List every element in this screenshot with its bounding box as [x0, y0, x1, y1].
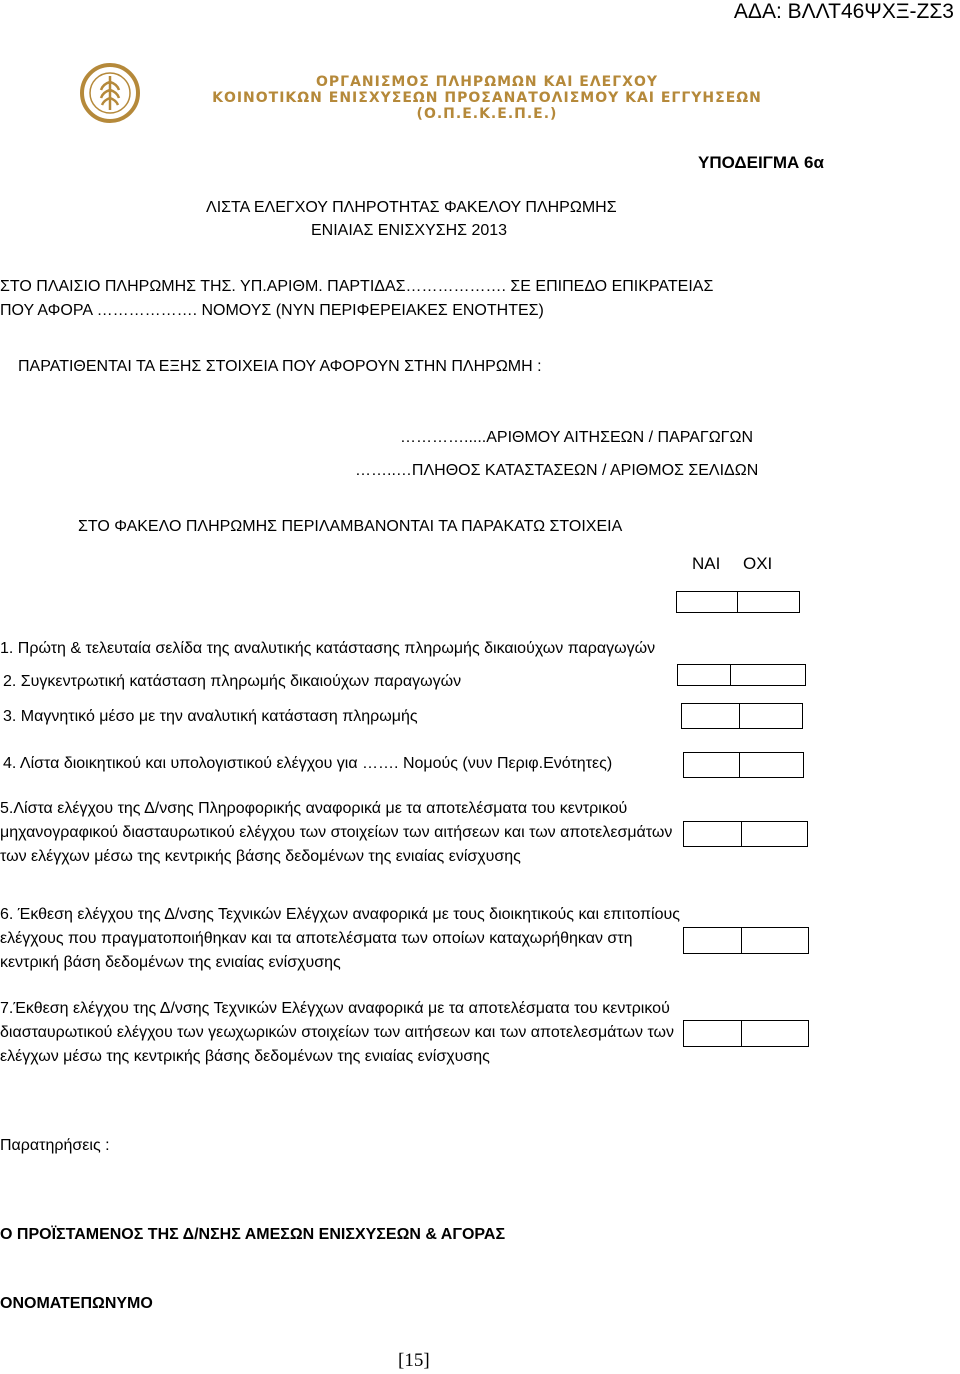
- checklist-item-2: 2. Συγκεντρωτική κατάσταση πληρωμής δικαιούχων παραγωγών: [3, 673, 462, 690]
- folder-heading: ΣΤΟ ΦΑΚΕΛΟ ΠΛΗΡΩΜΗΣ ΠΕΡΙΛΑΜΒΑΝΟΝΤΑΙ ΤΑ ΠΑΡΑΚΑΤΩ ΣΤΟΙΧΕΙΑ: [78, 518, 623, 535]
- checklist-item-5: 5.Λίστα ελέγχου της Δ/νσης Πληροφορικής αναφορικά με τα αποτελέσματα του κεντρικού μηχανογραφικού διασταυρωτικού ελέγχου των στοιχείων των αιτήσεων και των αποτελεσμάτων των ελέγχων μέσω της κεντρικής βάσης δεδομένων της ενιαίας ενίσχυσης: [0, 800, 673, 865]
- statements-count-line: ……..…ΠΛΗΘΟΣ ΚΑΤΑΣΤΑΣΕΩΝ / ΑΡΙΘΜΟΣ ΣΕΛΙΔΩΝ: [355, 462, 759, 479]
- no-checkbox[interactable]: [731, 664, 806, 686]
- page-number: [15]: [398, 1350, 430, 1371]
- no-checkbox[interactable]: [742, 821, 808, 847]
- item-4-checkboxes: [683, 752, 804, 778]
- yes-checkbox[interactable]: [677, 664, 731, 686]
- yes-checkbox[interactable]: [683, 821, 742, 847]
- no-checkbox[interactable]: [740, 703, 803, 729]
- checklist-item-4: 4. Λίστα διοικητικού και υπολογιστικού ελέγχου για ……. Νομούς (νυν Περιφ.Ενότητες): [3, 755, 613, 772]
- logo-line-2: ΚΟΙΝΟΤΙΚΩΝ ΕΝΙΣΧΥΣΕΩΝ ΠΡΟΣΑΝΑΤΟΛΙΣΜΟΥ ΚΑΙ ΕΓΓΥΗΣΕΩΝ: [212, 90, 762, 106]
- no-checkbox[interactable]: [742, 1020, 809, 1047]
- item-2-checkboxes: [677, 664, 806, 686]
- yes-checkbox[interactable]: [683, 752, 740, 778]
- header-checkbox-pair: [676, 591, 800, 613]
- signature-name-label: ΟΝΟΜΑΤΕΠΩΝΥΜΟ: [0, 1295, 153, 1312]
- yes-checkbox[interactable]: [683, 1020, 742, 1047]
- no-column-header: ΟΧΙ: [743, 554, 773, 573]
- yes-column-header: ΝΑΙ: [692, 554, 721, 573]
- logo-line-1: ΟΡΓΑΝΙΣΜΟΣ ΠΛΗΡΩΜΩΝ ΚΑΙ ΕΛΕΓΧΟΥ: [315, 74, 658, 90]
- no-checkbox[interactable]: [742, 927, 809, 954]
- checklist-item-1: 1. Πρώτη & τελευταία σελίδα της αναλυτικής κατάστασης πληρωμής δικαιούχων παραγωγών: [0, 640, 656, 657]
- item-3-checkboxes: [681, 703, 803, 729]
- item-5-checkboxes: [683, 821, 808, 847]
- ada-code: ΑΔΑ: ΒΛΛΤ46ΨΧΞ-ΖΣ3: [733, 0, 954, 23]
- checklist-item-6: 6. Έκθεση ελέγχου της Δ/νσης Τεχνικών Ελέγχων αναφορικά με τους διοικητικούς και επιτοπίους ελέγχους που πραγματοποιήθηκαν και τα αποτελέσματα των οποίων καταχωρήθηκαν στη κεντρική βάση δεδομένων της ενιαίας ενίσχυσης: [0, 906, 680, 971]
- remarks-label: Παρατηρήσεις :: [0, 1137, 110, 1154]
- item-6-checkboxes: [683, 927, 809, 954]
- title-line-2: ΕΝΙΑΙΑΣ ΕΝΙΣΧΥΣΗΣ 2013: [311, 222, 508, 239]
- no-checkbox[interactable]: [740, 752, 804, 778]
- title-line-1: ΛΙΣΤΑ ΕΛΕΓΧΟΥ ΠΛΗΡΟΤΗΤΑΣ ΦΑΚΕΛΟΥ ΠΛΗΡΩΜΗΣ: [206, 199, 617, 216]
- intro-line-1: ΣΤΟ ΠΛΑΙΣΙΟ ΠΛΗΡΩΜΗΣ ΤΗΣ. ΥΠ.ΑΡΙΘΜ. ΠΑΡΤΙΔΑΣ………………. ΣΕ ΕΠΙΠΕΔΟ ΕΠΙΚΡΑΤΕΙΑΣ: [0, 278, 714, 295]
- item-7-checkboxes: [683, 1020, 809, 1047]
- yes-checkbox[interactable]: [681, 703, 740, 729]
- logo-line-3: (Ο.Π.Ε.Κ.Ε.Π.Ε.): [416, 106, 558, 122]
- intro-line-2: ΠΟΥ ΑΦΟΡΑ ………………. ΝΟΜΟΥΣ (ΝΥΝ ΠΕΡΙΦΕΡΕΙΑΚΕΣ ΕΝΟΤΗΤΕΣ): [0, 302, 544, 319]
- yes-checkbox[interactable]: [676, 591, 738, 613]
- checklist-item-3: 3. Μαγνητικό μέσο με την αναλυτική κατάσταση πληρωμής: [3, 708, 418, 725]
- intro-line-3: ΠΑΡΑΤΙΘΕΝΤΑΙ ΤΑ ΕΞΗΣ ΣΤΟΙΧΕΙΑ ΠΟΥ ΑΦΟΡΟΥΝ ΣΤΗΝ ΠΛΗΡΩΜΗ :: [18, 358, 542, 375]
- applications-count-line: ………….....ΑΡΙΘΜΟΥ ΑΙΤΗΣΕΩΝ / ΠΑΡΑΓΩΓΩΝ: [400, 429, 754, 446]
- yes-checkbox[interactable]: [683, 927, 742, 954]
- checklist-item-7: 7.Έκθεση ελέγχου της Δ/νσης Τεχνικών Ελέγχων αναφορικά με τα αποτελέσματα του κεντρικού διασταυρωτικού ελέγχου των γεωχωρικών στοιχείων των αιτήσεων και των αποτελεσμάτων των ελέγχων μέσω της κεντρικής βάσης δεδομένων της ενιαίας ενίσχυσης: [0, 1000, 675, 1065]
- organization-logo: [60, 62, 805, 124]
- no-checkbox[interactable]: [738, 591, 800, 613]
- signature-role: Ο ΠΡΟΪΣΤΑΜΕΝΟΣ ΤΗΣ Δ/ΝΣΗΣ ΑΜΕΣΩΝ ΕΝΙΣΧΥΣΕΩΝ & ΑΓΟΡΑΣ: [0, 1226, 506, 1243]
- model-label: ΥΠΟΔΕΙΓΜΑ 6α: [698, 153, 824, 172]
- wheat-seal-icon: [60, 62, 180, 124]
